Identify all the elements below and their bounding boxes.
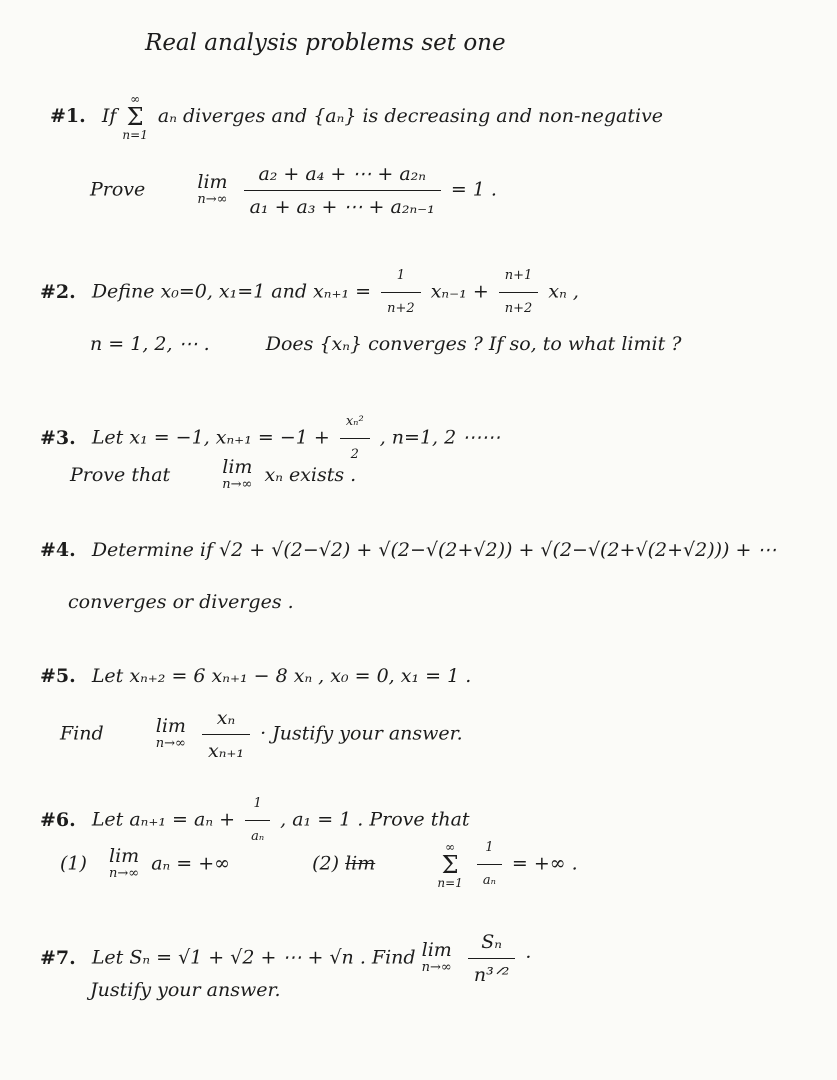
problem-number: #2. [40,280,76,303]
problem-text: xₙ , [548,280,579,303]
crossed-out-text: lim [345,852,376,875]
part-label: (1) [60,852,87,875]
problem-number: #5. [40,665,76,687]
problem-text: converges or diverges . [68,591,294,613]
fraction: $\frac{1}{\text{aₙ}}$ [477,834,502,895]
limit: lim n→∞ [222,456,253,492]
find-label: Find [60,722,104,745]
prove-label: Prove that [70,464,171,486]
fraction: $\frac{n+1}{n+2}$ [499,262,539,323]
fraction: $\frac{\text{a₂ + a₄ + ⋯ + a₂ₙ}}{\text{a₁ + a₃ + ⋯ + a₂ₙ₋₁}}$ [244,160,441,221]
problem-text: = 1 . [450,178,497,201]
problem-text: Let aₙ₊₁ = aₙ + [91,808,236,831]
problem-text: aₙ diverges and {aₙ} is decreasing and non-negative [157,105,664,127]
problem-text: = +∞ . [511,852,578,875]
problem-number: #4. [40,539,76,561]
problem-text: Justify your answer. [90,979,281,1001]
problem-number: #7. [40,946,76,969]
problem-text: , a₁ = 1 . Prove that [280,808,470,831]
problem-text: Does {xₙ} converges ? If so, to what limit ? [265,333,682,355]
problem-text: Define x₀=0, x₁=1 and xₙ₊₁ = [91,280,372,303]
fraction: $\frac{\text{xₙ}}{\text{xₙ₊₁}}$ [202,704,250,765]
problem-text: , n=1, 2 ⋯⋯ [379,426,501,449]
summation: ∞ Σ n=1 [437,839,463,890]
problem-text: · [525,946,532,969]
problem-text: n = 1, 2, ⋯ . [90,333,210,355]
problem-text: xₙ exists . [264,464,357,486]
problem-text: Let x₁ = −1, xₙ₊₁ = −1 + [91,426,330,449]
limit: lim n→∞ [197,170,228,207]
page-title: Real analysis problems set one [145,30,506,56]
fraction: $\frac{1}{n+2}$ [381,262,421,323]
problem-text: Let xₙ₊₂ = 6 xₙ₊₁ − 8 xₙ , x₀ = 0, x₁ = 1 . [91,665,472,687]
fraction: $\frac{1}{\text{aₙ}}$ [245,790,270,851]
limit: lim n→∞ [421,938,452,975]
problem-number: #6. [40,808,76,831]
problem-text: Determine if √2 + √(2−√2) + √(2−√(2+√2)) + √(2−√(2+√(2+√2))) + ⋯ [91,539,777,561]
problem-text: xₙ₋₁ + [430,280,489,303]
summation: ∞ Σ n=1 [122,92,148,142]
problem-text: aₙ = +∞ [151,852,231,875]
fraction: $\frac{\text{xₙ²}}{2}$ [340,408,370,469]
limit: lim n→∞ [109,844,140,881]
limit: lim n→∞ [155,714,186,751]
prove-label: Prove [90,178,146,201]
fraction: $\frac{\text{Sₙ}}{\text{n³ᐟ²}}$ [468,928,516,989]
problem-number: #3. [40,426,76,449]
part-label: (2) [312,852,340,875]
problem-text: · Justify your answer. [260,722,463,745]
problem-text: Let Sₙ = √1 + √2 + ⋯ + √n . Find [91,946,416,969]
problem-text: If [101,105,117,127]
problem-number: #1. [50,105,86,127]
